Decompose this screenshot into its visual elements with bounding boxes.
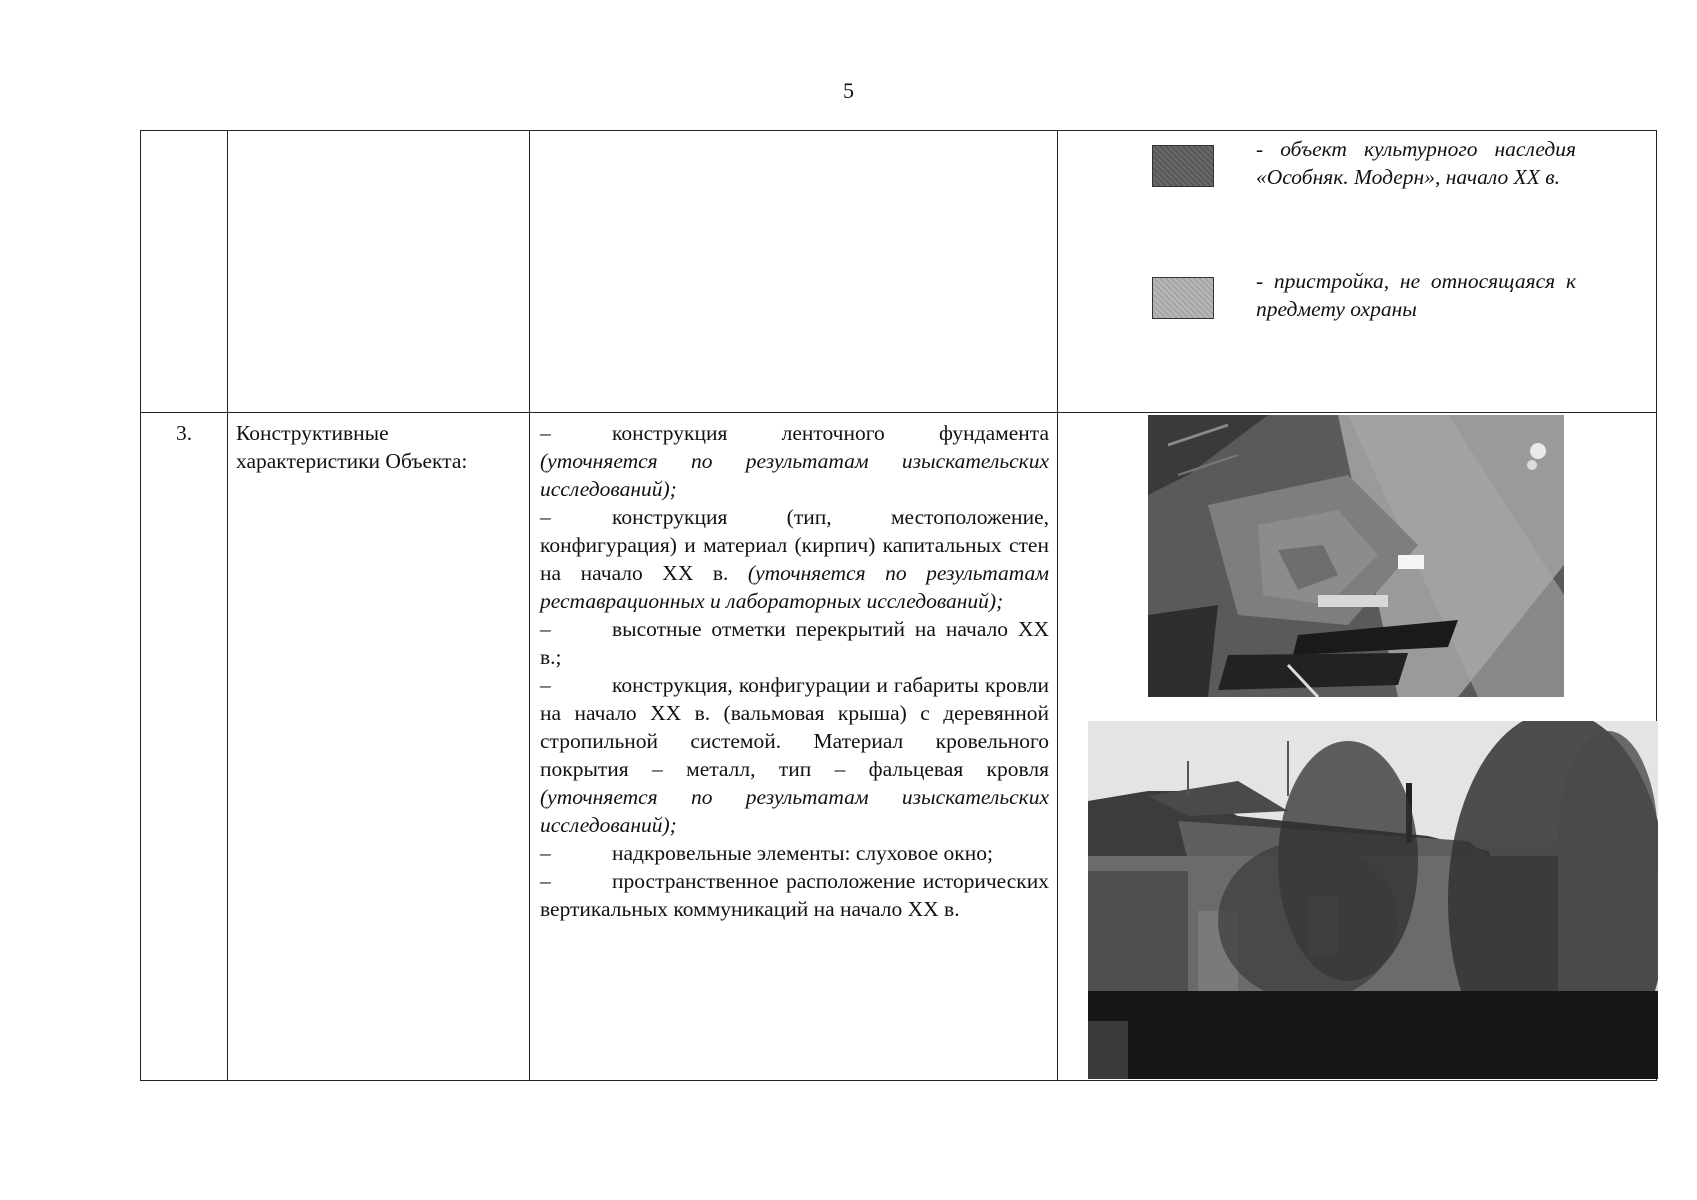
row-content bbox=[530, 413, 1058, 1081]
list-item: – конструкция ленточного фундамента (уточняется по результатам изыскательских исследований); bbox=[540, 421, 1049, 501]
legend-item bbox=[1152, 135, 1576, 191]
legend-text: - пристройка, не относящаяся к предмету охраны bbox=[1256, 269, 1576, 321]
table-row bbox=[141, 413, 1657, 1081]
table-cell bbox=[530, 131, 1058, 413]
list-item: – конструкция (тип, местоположение, конфигурация) и материал (кирпич) капитальных стен на начало XX в. (уточняется по результатам реставрационных и лабораторных исследований); bbox=[540, 505, 1049, 613]
list-item: – пространственное расположение исторических вертикальных коммуникаций на начало XX в. bbox=[540, 869, 1049, 921]
table-cell bbox=[141, 131, 228, 413]
legend-item bbox=[1152, 267, 1576, 323]
aerial-photo bbox=[1148, 415, 1564, 697]
characteristics-table bbox=[140, 130, 1657, 1081]
legend-text: - объект культурного наследия «Особняк. Модерн», начало XX в. bbox=[1256, 137, 1576, 189]
page-number: 5 bbox=[843, 78, 854, 103]
legend-swatch-heritage bbox=[1152, 145, 1214, 187]
row-label: Конструктивные характеристики Объекта: bbox=[228, 413, 530, 1081]
list-item: – высотные отметки перекрытий на начало XX в.; bbox=[540, 617, 1049, 669]
list-item: – надкровельные элементы: слуховое окно; bbox=[540, 841, 993, 865]
table-row bbox=[141, 131, 1657, 413]
table-cell bbox=[228, 131, 530, 413]
building-photo bbox=[1088, 721, 1658, 1079]
list-item: – конструкция, конфигурации и габариты кровли на начало XX в. (вальмовая крыша) с деревянной стропильной системой. Материал кровельного покрытия – металл, тип – фальцевая кровля (уточняется по результатам изыскательских исследований); bbox=[540, 673, 1049, 837]
row-number: 3. bbox=[141, 413, 228, 1081]
legend-cell bbox=[1058, 131, 1657, 413]
legend bbox=[1058, 131, 1656, 412]
legend-swatch-annex bbox=[1152, 277, 1214, 319]
images-cell bbox=[1058, 413, 1657, 1081]
